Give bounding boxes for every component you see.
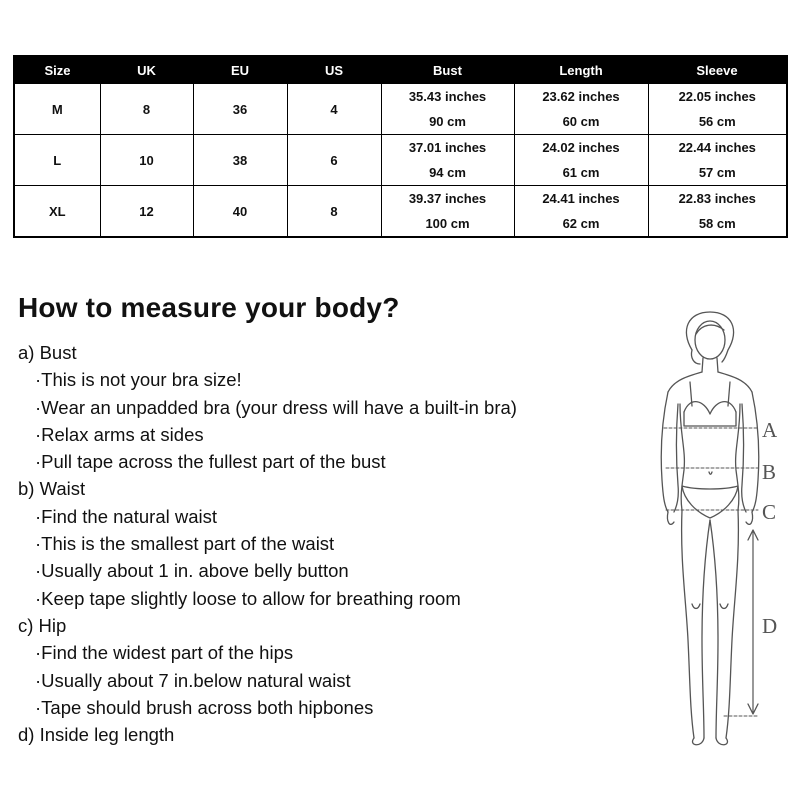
length-cm: 62 cm bbox=[562, 215, 600, 231]
knees bbox=[692, 604, 728, 609]
guide-tip: ·Pull tape across the fullest part of the bust bbox=[35, 451, 386, 473]
cell-uk: 8 bbox=[100, 84, 193, 135]
body-measurement-illustration bbox=[640, 300, 800, 760]
sleeve-inches: 22.83 inches bbox=[678, 190, 756, 206]
header-sleeve: Sleeve bbox=[648, 56, 787, 84]
header-bust: Bust bbox=[381, 56, 514, 84]
belly-button bbox=[709, 472, 712, 474]
guide-tip: ·Find the natural waist bbox=[35, 505, 218, 527]
table-row bbox=[14, 135, 787, 186]
label-d: D bbox=[762, 614, 778, 638]
length-cm: 60 cm bbox=[562, 113, 600, 129]
feet bbox=[693, 738, 728, 745]
right-arm-inner bbox=[742, 404, 746, 512]
guide-tip: ·Wear an unpadded bra (your dress will have a built-in bra) bbox=[35, 396, 517, 418]
bust-inches: 35.43 inches bbox=[408, 88, 487, 104]
table-row bbox=[14, 84, 787, 135]
neck bbox=[702, 358, 718, 372]
body-figure-svg bbox=[640, 300, 800, 760]
guide-title: How to measure your body? bbox=[18, 292, 400, 323]
section-heading-hip: c) Hip bbox=[18, 614, 67, 636]
header-us: US bbox=[287, 56, 381, 84]
length-inches: 24.02 inches bbox=[542, 139, 620, 155]
bust-cm: 94 cm bbox=[429, 164, 466, 180]
bust-inches: 37.01 inches bbox=[408, 139, 487, 155]
guide-list bbox=[18, 339, 517, 748]
cell-bust bbox=[381, 84, 514, 135]
guide-tip: ·This is not your bra size! bbox=[35, 369, 242, 391]
right-leg-inner bbox=[710, 520, 718, 738]
length-inches: 24.41 inches bbox=[542, 190, 620, 206]
header-eu: EU bbox=[193, 56, 287, 84]
guide-tip: ·Find the widest part of the hips bbox=[35, 642, 294, 664]
length-cm: 61 cm bbox=[562, 164, 600, 180]
left-leg-outer bbox=[682, 510, 694, 738]
guide-tip: ·Relax arms at sides bbox=[35, 423, 204, 445]
right-arm bbox=[752, 392, 759, 512]
left-arm bbox=[661, 392, 668, 512]
sleeve-cm: 58 cm bbox=[698, 215, 736, 231]
cell-uk: 10 bbox=[100, 135, 193, 186]
sleeve-cm: 56 cm bbox=[698, 113, 736, 129]
bust-cm: 100 cm bbox=[425, 215, 470, 231]
sleeve-inches: 22.05 inches bbox=[678, 88, 756, 104]
cell-length bbox=[514, 186, 648, 238]
cell-sleeve bbox=[648, 135, 787, 186]
left-leg-inner bbox=[702, 520, 710, 738]
label-b: B bbox=[762, 460, 777, 484]
sleeve-cm: 57 cm bbox=[698, 164, 736, 180]
size-chart-table bbox=[13, 55, 788, 238]
bra-straps bbox=[690, 382, 730, 406]
cell-us: 4 bbox=[287, 84, 381, 135]
sleeve-inches: 22.44 inches bbox=[678, 139, 756, 155]
guide-tip: ·Tape should brush across both hipbones bbox=[35, 696, 374, 718]
cell-eu: 38 bbox=[193, 135, 287, 186]
cell-length bbox=[514, 135, 648, 186]
guide-tip: ·Usually about 7 in.below natural waist bbox=[35, 669, 351, 691]
cell-size: M bbox=[14, 84, 100, 135]
header-length: Length bbox=[514, 56, 648, 84]
bust-inches: 39.37 inches bbox=[408, 190, 487, 206]
hair-outline bbox=[686, 312, 733, 362]
section-heading-waist: b) Waist bbox=[18, 478, 86, 500]
cell-sleeve bbox=[648, 84, 787, 135]
length-inches: 23.62 inches bbox=[542, 88, 620, 104]
cell-bust bbox=[381, 186, 514, 238]
right-leg-outer bbox=[726, 510, 738, 738]
cell-length bbox=[514, 84, 648, 135]
cell-uk: 12 bbox=[100, 186, 193, 238]
cell-size: XL bbox=[14, 186, 100, 238]
cell-eu: 36 bbox=[193, 84, 287, 135]
cell-sleeve bbox=[648, 186, 787, 238]
cell-bust bbox=[381, 135, 514, 186]
panties bbox=[682, 486, 738, 518]
label-a: A bbox=[762, 418, 778, 442]
cell-eu: 40 bbox=[193, 186, 287, 238]
section-heading-bust: a) Bust bbox=[18, 342, 77, 363]
cell-us: 8 bbox=[287, 186, 381, 238]
table-header-row bbox=[14, 56, 787, 84]
left-arm-inner bbox=[674, 404, 678, 512]
header-uk: UK bbox=[100, 56, 193, 84]
cell-size: L bbox=[14, 135, 100, 186]
section-heading-inside-leg: d) Inside leg length bbox=[18, 724, 175, 746]
head-outline bbox=[695, 321, 725, 359]
bust-cm: 90 cm bbox=[429, 113, 466, 129]
cell-us: 6 bbox=[287, 135, 381, 186]
shoulders bbox=[668, 372, 752, 392]
label-c: C bbox=[762, 500, 777, 524]
header-size: Size bbox=[14, 56, 100, 84]
guide-tip: ·Usually about 1 in. above belly button bbox=[35, 560, 349, 582]
guide-tip: ·This is the smallest part of the waist bbox=[35, 533, 335, 555]
guide-tip: ·Keep tape slightly loose to allow for breathing room bbox=[35, 587, 461, 609]
table-row bbox=[14, 186, 787, 238]
